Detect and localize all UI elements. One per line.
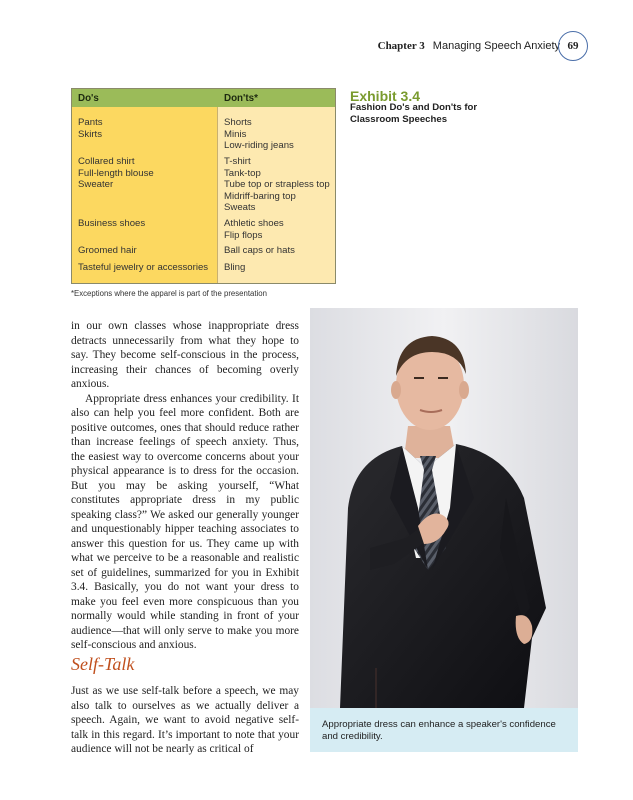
table-row-donts: Athletic shoes Flip flops [224,218,284,241]
page-number: 69 [558,31,588,61]
running-head [260,40,560,52]
speaker-photo [310,308,578,708]
body-text-column [71,319,299,653]
paragraph: Just as we use self-talk before a speech, we may also talk to ourselves as we actually deliver a speech. Again, we want to avoid negative self-talk in this regard. It’s important to note that your audience will not be nearly as critical of [71,685,299,755]
table-row-donts: T-shirt Tank-top Tube top or strapless top Midriff-baring top Sweats [224,156,330,214]
paragraph: Appropriate dress enhances your credibility. It also can help you feel more confident. Both are positive outcomes, ones that should reduce rather than increase feelings of speech anxiety. Thus, the easiest way to overcome concerns about your physical appearance is to dress for the occasion. But you may be asking yourself, “What constitutes appropriate dress in my public speaking class?” We asked our generally younger and unquestionably hipper teaching associates to answer this question for us. They came up with what we perceive to be a reasonable and realistic set of guidelines, summarized for you in Exhibit 3.4. Basically, you do not want your dress to make you feel even more conspicuous than you normally would while standing in front of your audience—that will only serve to make you more self-conscious and anxious. [71,392,299,651]
table-row-dos: Collared shirt Full-length blouse Sweater [78,156,154,191]
table-row-dos: Pants Skirts [78,117,103,140]
section-heading: Self-Talk [71,654,135,674]
col-header-dos: Do's [78,93,99,104]
exhibit-number: Exhibit 3.4 [350,88,421,104]
chapter-title: Managing Speech Anxiety [432,40,560,52]
photo-caption: Appropriate dress can enhance a speaker's confidence and credibility. [310,708,578,752]
table-footnote: *Exceptions where the apparel is part of the presentation [71,289,267,298]
table-row-donts: Ball caps or hats [224,245,295,256]
table-row-dos: Tasteful jewelry or accessories [78,262,209,273]
exhibit-table [71,88,336,284]
paragraph: in our own classes whose inappropriate dress detracts unnecessarily from what they hope to say. They become self-conscious in the process, increasing their chances of becoming overly anxious. [71,320,299,390]
table-row-donts: Shorts Minis Low-riding jeans [224,117,294,152]
chapter-label: Chapter 3 [377,40,425,52]
table-row-dos: Groomed hair [78,245,137,256]
table-row-dos: Business shoes [78,218,146,229]
exhibit-title: Fashion Do's and Don'ts for Classroom Speeches [350,102,478,125]
col-header-donts: Don'ts* [224,93,258,104]
table-header [72,89,335,107]
table-row-donts: Bling [224,262,246,273]
body-text-column [71,684,299,757]
